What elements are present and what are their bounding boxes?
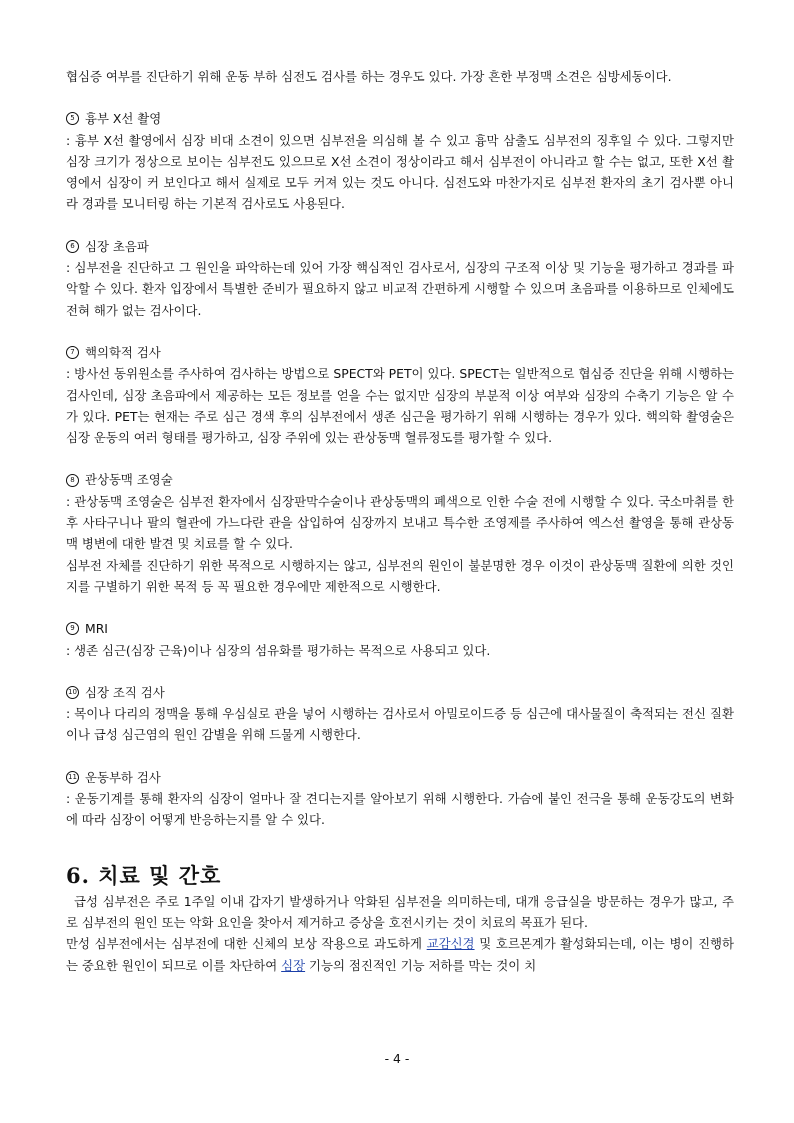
section-biopsy	[66, 682, 734, 746]
text-segment: 및 호르몬계가 활성화되는데, 이는 병이 진행하는 중요한 원인이 되므로 이를 차단하여	[66, 936, 734, 973]
section-title: 핵의학적 검사	[85, 344, 161, 360]
section-body: : 목이나 다리의 정맥을 통해 우심실로 관을 넣어 시행하는 검사로서 아밀로이드증 등 심근에 대사물질이 축적되는 전신 질환이나 급성 심근염의 원인 감별을 위해 드물게 시행한다.	[66, 706, 734, 743]
text-segment: 만성 심부전에서는 심부전에 대한 신체의 보상 작용으로 과도하게	[66, 936, 427, 952]
section-heading	[66, 236, 734, 257]
section-nuclear-medicine	[66, 342, 734, 448]
section-heading	[66, 342, 734, 363]
link-heart[interactable]: 심장	[281, 957, 306, 973]
section-body: : 운동기계를 통해 환자의 심장이 얼마나 잘 견디는지를 알아보기 위해 시행한다. 가슴에 붙인 전극을 통해 운동강도의 변화에 따라 심장이 어떻게 반응하는지를 알 수 있다.	[66, 791, 734, 828]
section-heading	[66, 767, 734, 788]
circled-number: 9	[66, 622, 79, 635]
section-title: 흉부 X선 촬영	[85, 111, 162, 127]
circled-number: 11	[66, 771, 79, 784]
section-exercise-test	[66, 767, 734, 831]
section-title: MRI	[85, 621, 108, 637]
section-body: : 관상동맥 조영술은 심부전 환자에서 심장판막수술이나 관상동맥의 폐색으로 인한 수술 전에 시행할 수 있다. 국소마취를 한 후 사타구니나 팔의 혈관에 가느다란 관을 삽입하여 심장까지 보내고 특수한 조영제를 주사하여 엑스선 촬영을 통해 관상동맥 병변에 대한 발견 및 치료를 할 수 있다.	[66, 493, 734, 552]
page-number: - 4 -	[384, 1051, 410, 1066]
text-segment: 기능의 점진적인 기능 저하를 막는 것이 치	[305, 957, 537, 973]
section-body-continued: 심부전 자체를 진단하기 위한 목적으로 시행하지는 않고, 심부전의 원인이 불분명한 경우 이것이 관상동맥 질환에 의한 것인지를 구별하기 위한 목적 등 꼭 필요한 경우에만 제한적으로 시행한다.	[66, 557, 734, 594]
section-echocardiography	[66, 236, 734, 321]
circled-number: 5	[66, 112, 79, 125]
document-page	[66, 66, 734, 976]
circled-number: 6	[66, 240, 79, 253]
circled-number: 10	[66, 686, 79, 699]
section-title: 심장 조직 검사	[85, 684, 165, 700]
section-heading	[66, 469, 734, 490]
link-sympathetic-nerve[interactable]: 교감신경	[426, 936, 475, 952]
section-title: 운동부하 검사	[85, 769, 161, 785]
section-heading	[66, 108, 734, 129]
section-heading	[66, 682, 734, 703]
section-body: : 방사선 동위원소를 주사하여 검사하는 방법으로 SPECT와 PET이 있다. SPECT는 일반적으로 협심증 진단을 위해 시행하는 검사인데, 심장 초음파에서 제공하는 모든 정보를 얻을 수는 없지만 심장의 부분적 이상 여부와 심장의 수축기 기능은 알 수가 있다. PET는 현재는 주로 심근 경색 후의 심부전에서 생존 심근을 평가하기 위해 시행하는 경우가 있다. 핵의학 촬영술은 심장 운동의 여러 형태를 평가하고, 심장 주위에 있는 관상동맥 혈류정도를 평가할 수 있다.	[66, 366, 734, 446]
section-body: : 흉부 X선 촬영에서 심장 비대 소견이 있으면 심부전을 의심해 볼 수 있고 흉막 삼출도 심부전의 징후일 수 있다. 그렇지만 심장 크기가 정상으로 보이는 심부전도 있으므로 X선 소견이 정상이라고 해서 심부전이 아니라고 할 수는 없고, 또한 X선 촬영에서 심장이 커 보인다고 해서 실제로 모두 커져 있는 것도 아니다. 심전도와 마찬가지로 심부전 환자의 초기 검사뿐 아니라 경과를 모니터링 하는 기본적 검사로도 사용된다.	[66, 132, 734, 212]
circled-number: 7	[66, 346, 79, 359]
chapter-paragraph-chronic	[66, 933, 734, 976]
intro-paragraph: 협심증 여부를 진단하기 위해 운동 부하 심전도 검사를 하는 경우도 있다. 가장 흔한 부정맥 소견은 심방세동이다.	[66, 69, 672, 84]
section-chest-xray	[66, 108, 734, 214]
circled-number: 8	[66, 474, 79, 487]
section-body: : 심부전을 진단하고 그 원인을 파악하는데 있어 가장 핵심적인 검사로서, 심장의 구조적 이상 및 기능을 평가하고 경과를 파악할 수 있다. 환자 입장에서 특별한 준비가 필요하지 않고 비교적 간편하게 시행할 수 있으며 초음파를 이용하므로 인체에도 전혀 해가 없는 검사이다.	[66, 260, 734, 318]
section-body: : 생존 심근(심장 근육)이나 심장의 섬유화를 평가하는 목적으로 사용되고 있다.	[66, 642, 491, 658]
section-coronary-angiography	[66, 469, 734, 597]
chapter-heading: 6. 치료 및 간호	[66, 862, 222, 888]
section-mri	[66, 618, 734, 661]
chapter-paragraph-acute: 급성 심부전은 주로 1주일 이내 갑자기 발생하거나 악화된 심부전을 의미하는데, 대개 응급실을 방문하는 경우가 많고, 주로 심부전의 원인 또는 악화 요인을 찾아서 제거하고 증상을 호전시키는 것이 치료의 목표가 된다.	[66, 893, 734, 930]
section-title: 심장 초음파	[85, 238, 149, 254]
section-heading	[66, 618, 734, 639]
section-title: 관상동맥 조영술	[85, 472, 173, 488]
